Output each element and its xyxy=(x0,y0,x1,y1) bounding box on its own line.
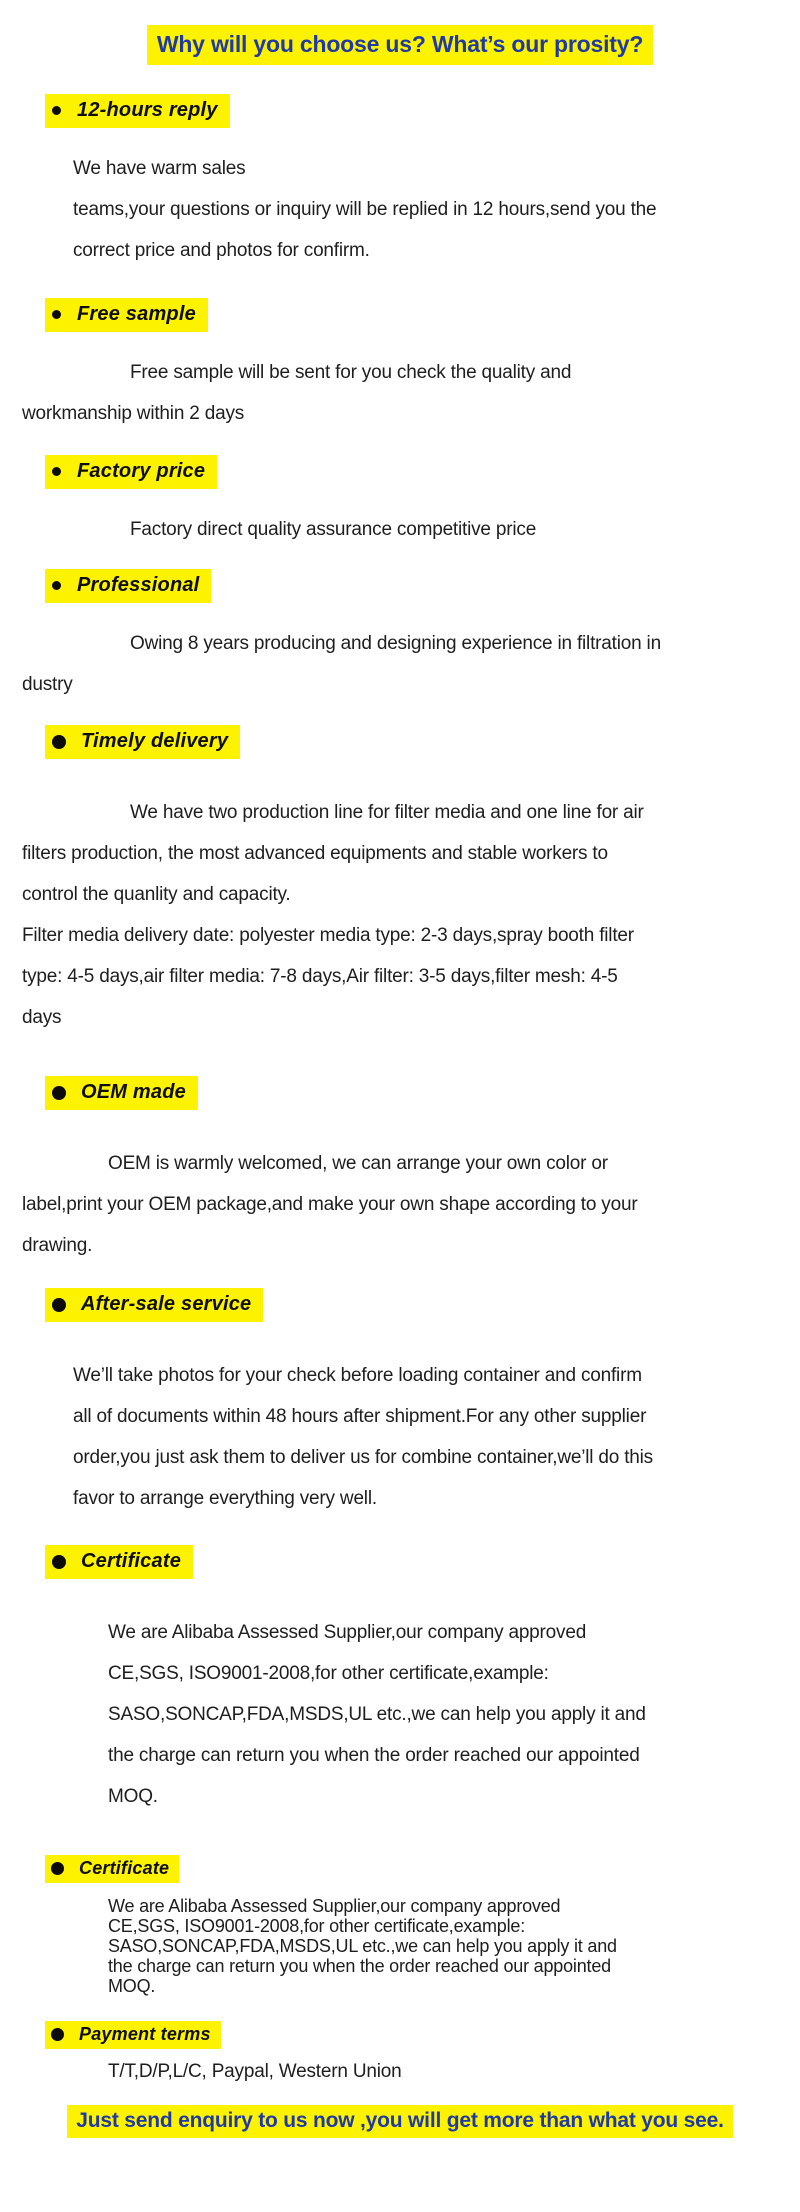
body-line: SASO,SONCAP,FDA,MSDS,UL etc.,we can help you apply it and xyxy=(108,1704,646,1725)
section-heading-highlight xyxy=(45,1288,263,1322)
body-line: Filter media delivery date: polyester media type: 2-3 days,spray booth filter xyxy=(22,925,634,946)
benefit-section xyxy=(0,569,800,705)
section-heading-row xyxy=(45,1076,800,1110)
benefit-section xyxy=(0,94,800,271)
section-body xyxy=(0,1612,800,1817)
section-heading-row xyxy=(45,94,800,128)
section-heading-row xyxy=(45,725,800,759)
section-body xyxy=(0,148,800,271)
section-heading-highlight xyxy=(45,2021,221,2049)
section-heading-label: Factory price xyxy=(77,460,206,482)
section-heading-label: Free sample xyxy=(77,303,196,325)
section-body xyxy=(0,792,800,1038)
section-heading-label: Timely delivery xyxy=(81,730,229,752)
bullet-icon xyxy=(51,2028,64,2041)
section-heading-label: After-sale service xyxy=(81,1293,252,1315)
bullet-icon xyxy=(52,1086,66,1100)
body-line: T/T,D/P,L/C, Paypal, Western Union xyxy=(108,2061,402,2082)
body-line: MOQ. xyxy=(108,1976,156,1996)
section-heading-highlight xyxy=(45,455,217,489)
body-line: We are Alibaba Assessed Supplier,our company approved xyxy=(108,1622,587,1643)
section-heading-row xyxy=(45,1855,800,1883)
body-line: CE,SGS, ISO9001-2008,for other certificate,example: xyxy=(108,1916,526,1936)
body-line: CE,SGS, ISO9001-2008,for other certificate,example: xyxy=(108,1663,549,1684)
body-line: teams,your questions or inquiry will be replied in 12 hours,send you the xyxy=(73,199,657,220)
section-heading-row xyxy=(45,569,800,603)
section-body xyxy=(0,1896,800,1996)
section-body xyxy=(0,509,800,550)
bullet-icon xyxy=(52,581,61,590)
body-line: favor to arrange everything very well. xyxy=(73,1488,377,1509)
benefit-section xyxy=(0,1076,800,1266)
footer-callout: Just send enquiry to us now ,you will get more than what you see. xyxy=(67,2105,732,2138)
section-heading-label: OEM made xyxy=(81,1081,186,1103)
body-line: correct price and photos for confirm. xyxy=(73,240,370,261)
title-row xyxy=(0,25,800,65)
page-title: Why will you choose us? What’s our prosity? xyxy=(147,25,653,65)
section-body xyxy=(0,623,800,705)
section-heading-row xyxy=(45,455,800,489)
sections xyxy=(0,94,800,2087)
bullet-icon xyxy=(52,467,61,476)
body-line: drawing. xyxy=(22,1235,93,1256)
benefit-section xyxy=(0,298,800,434)
body-line: MOQ. xyxy=(108,1786,158,1807)
bullet-icon xyxy=(52,735,66,749)
body-line: We’ll take photos for your check before loading container and confirm xyxy=(73,1365,642,1386)
section-heading-row xyxy=(45,1545,800,1579)
body-line: Factory direct quality assurance competitive price xyxy=(130,519,537,540)
section-body xyxy=(0,2057,800,2087)
section-heading-label: 12-hours reply xyxy=(77,99,218,121)
body-line: label,print your OEM package,and make your own shape according to your xyxy=(22,1194,638,1215)
benefit-section xyxy=(0,725,800,1038)
bullet-icon xyxy=(52,1298,66,1312)
benefit-section xyxy=(0,2021,800,2087)
body-line: the charge can return you when the order reached our appointed xyxy=(108,1745,640,1766)
section-heading-row xyxy=(45,1288,800,1322)
section-body xyxy=(0,1355,800,1519)
body-line: We have warm sales xyxy=(73,158,246,179)
section-heading-label: Payment terms xyxy=(79,2024,211,2044)
bullet-icon xyxy=(52,106,61,115)
body-line: SASO,SONCAP,FDA,MSDS,UL etc.,we can help you apply it and xyxy=(108,1936,617,1956)
section-body xyxy=(0,352,800,434)
body-line: dustry xyxy=(22,674,73,695)
body-line: the charge can return you when the order reached our appointed xyxy=(108,1956,611,1976)
benefit-section xyxy=(0,1855,800,1996)
section-heading-highlight xyxy=(45,1855,179,1883)
section-heading-highlight xyxy=(45,569,211,603)
benefit-section xyxy=(0,1545,800,1817)
benefit-section xyxy=(0,455,800,550)
bullet-icon xyxy=(52,310,61,319)
body-line: Owing 8 years producing and designing experience in filtration in xyxy=(130,633,661,654)
section-heading-label: Professional xyxy=(77,574,200,596)
body-line: filters production, the most advanced equipments and stable workers to xyxy=(22,843,608,864)
section-heading-highlight xyxy=(45,298,208,332)
section-heading-label: Certificate xyxy=(81,1550,182,1572)
body-line: type: 4-5 days,air filter media: 7-8 days,Air filter: 3-5 days,filter mesh: 4-5 xyxy=(22,966,618,987)
footer-row xyxy=(0,2105,800,2138)
body-line: days xyxy=(22,1007,62,1028)
section-heading-row xyxy=(45,2021,800,2049)
section-heading-highlight xyxy=(45,725,240,759)
section-heading-label: Certificate xyxy=(79,1858,170,1878)
body-line: We have two production line for filter media and one line for air xyxy=(130,802,644,823)
body-line: order,you just ask them to deliver us for combine container,we’ll do this xyxy=(73,1447,653,1468)
section-body xyxy=(0,1143,800,1266)
section-heading-highlight xyxy=(45,94,230,128)
section-heading-row xyxy=(45,298,800,332)
body-line: We are Alibaba Assessed Supplier,our company approved xyxy=(108,1896,561,1916)
bullet-icon xyxy=(51,1862,64,1875)
bullet-icon xyxy=(52,1555,66,1569)
body-line: all of documents within 48 hours after shipment.For any other supplier xyxy=(73,1406,647,1427)
body-line: workmanship within 2 days xyxy=(22,403,245,424)
section-heading-highlight xyxy=(45,1545,193,1579)
benefit-section xyxy=(0,1288,800,1519)
body-line: control the quanlity and capacity. xyxy=(22,884,291,905)
section-heading-highlight xyxy=(45,1076,198,1110)
body-line: OEM is warmly welcomed, we can arrange your own color or xyxy=(108,1153,608,1174)
body-line: Free sample will be sent for you check the quality and xyxy=(130,362,572,383)
